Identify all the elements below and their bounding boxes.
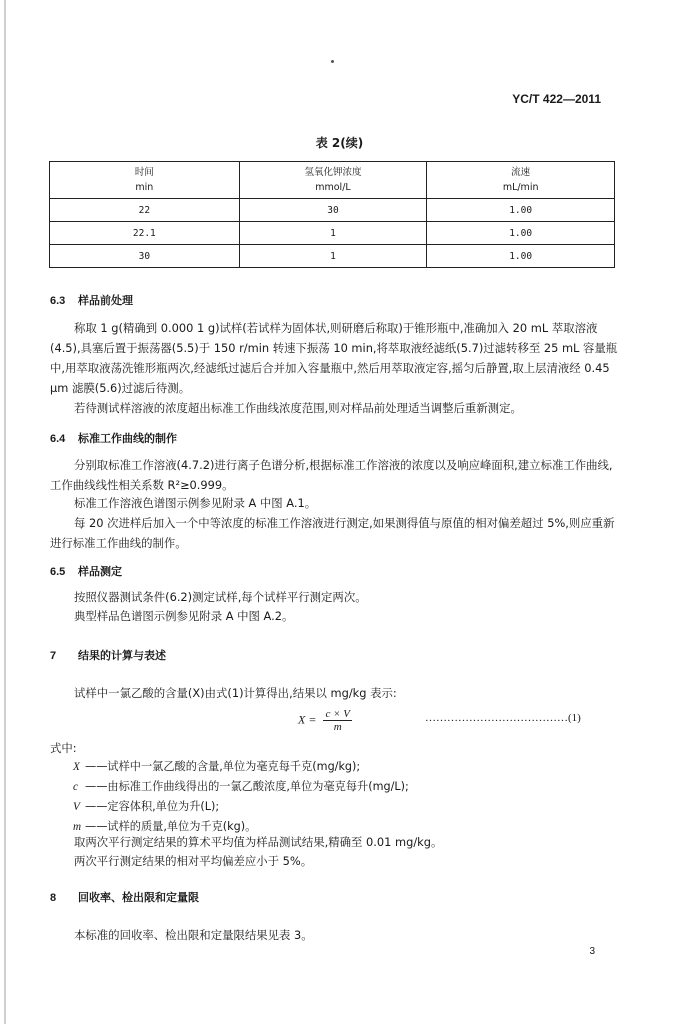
formula-numerator: c × V [325,708,350,720]
cell-flow: 1.00 [427,199,615,222]
paragraph-7-intro: 试样中一氯乙酸的含量(X)由式(1)计算得出,结果以 mg/kg 表示: [74,686,397,700]
paragraph-6-4-3: 每 20 次进样后加入一个中等浓度的标准工作溶液进行测定,如果测得值与原值的相对偏差超过 5%,则应重新进行标准工作曲线的制作。 [50,516,615,550]
section-heading-6-5: 6.5 样品测定 [50,565,122,578]
paragraph-6-4-1: 分别取标准工作溶液(4.7.2)进行离子色谱分析,根据标准工作溶液的浓度以及响应峰面积,建立标准工作曲线,工作曲线线性相关系数 R²≥0.999。 [50,458,613,492]
formula-number: …………………………………(1) [425,712,581,724]
paragraph-6-3-1: 称取 1 g(精确到 0.000 1 g)试样(若试样为固体状,则研磨后称取)于锥形瓶中,准确加入 20 mL 萃取溶液(4.5),具塞后置于振荡器(5.5)于 150 r/min 转速下振荡 10 min,将萃取液经滤纸(5.7)过滤转移至 25 mL 容量瓶中,用萃取液荡洗锥形瓶两次,经滤纸过滤后合并加入容量瓶中,然后用萃取液定容,摇匀后静置,取上层清液经 0.45 μm 滤膜(5.6)过滤后待测。 [50,321,618,395]
cell-time: 22 [50,199,240,222]
cell-flow: 1.00 [427,245,615,268]
definition-item: c ——由标准工作曲线得出的一氯乙酸浓度,单位为毫克每升(mg/L); [73,780,409,793]
paragraph-6-3-2: 若待测试样溶液的浓度超出标准工作曲线浓度范围,则对样品前处理适当调整后重新测定。 [74,401,522,415]
paragraph-7-deviation: 两次平行测定结果的相对平均偏差应小于 5%。 [74,854,313,868]
header-koh: 氢氧化钾浓度 mmol/L [239,162,427,199]
paragraph-6-4-2: 标准工作溶液色谱图示例参见附录 A 中图 A.1。 [74,496,317,510]
cell-time: 22.1 [50,222,240,245]
formula-fraction [323,708,352,733]
paragraph-6-5-1: 按照仪器测试条件(6.2)测定试样,每个试样平行测定两次。 [74,590,367,604]
table-row [50,245,615,268]
chromatography-table [49,161,615,268]
paragraph-7-result: 取两次平行测定结果的算术平均值为样品测试结果,精确至 0.01 mg/kg。 [74,835,443,849]
section-heading-6-4: 6.4 标准工作曲线的制作 [50,432,177,445]
table-header-row [50,162,615,199]
definition-item: m ——试样的质量,单位为千克(kg)。 [73,820,257,833]
cell-flow: 1.00 [427,222,615,245]
definition-item: V ——定容体积,单位为升(L); [73,800,220,813]
section-heading-8: 8 回收率、检出限和定量限 [50,891,199,904]
section-heading-7: 7 结果的计算与表述 [50,649,166,662]
cell-time: 30 [50,245,240,268]
definition-item: X ——试样中一氯乙酸的含量,单位为毫克每千克(mg/kg); [73,760,361,773]
cell-koh: 1 [239,222,427,245]
where-label: 式中: [50,741,77,755]
table-row [50,222,615,245]
formula-denominator: m [333,721,342,733]
scan-edge [4,0,6,1024]
page-number: 3 [589,946,595,957]
formula-lhs: X = [298,712,317,727]
table-caption: 表 2(续) [315,136,364,150]
variable-definitions [73,757,613,837]
scan-dot [331,60,334,63]
formula [298,708,352,733]
paragraph-6-5-2: 典型样品色谱图示例参见附录 A 中图 A.2。 [74,609,294,623]
standard-code: YC/T 422—2011 [512,92,601,106]
section-heading-6-3: 6.3 样品前处理 [50,294,133,307]
cell-koh: 1 [239,245,427,268]
header-time: 时间 min [50,162,240,199]
table-row [50,199,615,222]
header-flow: 流速 mL/min [427,162,615,199]
paragraph-8-1: 本标准的回收率、检出限和定量限结果见表 3。 [74,928,313,942]
cell-koh: 30 [239,199,427,222]
